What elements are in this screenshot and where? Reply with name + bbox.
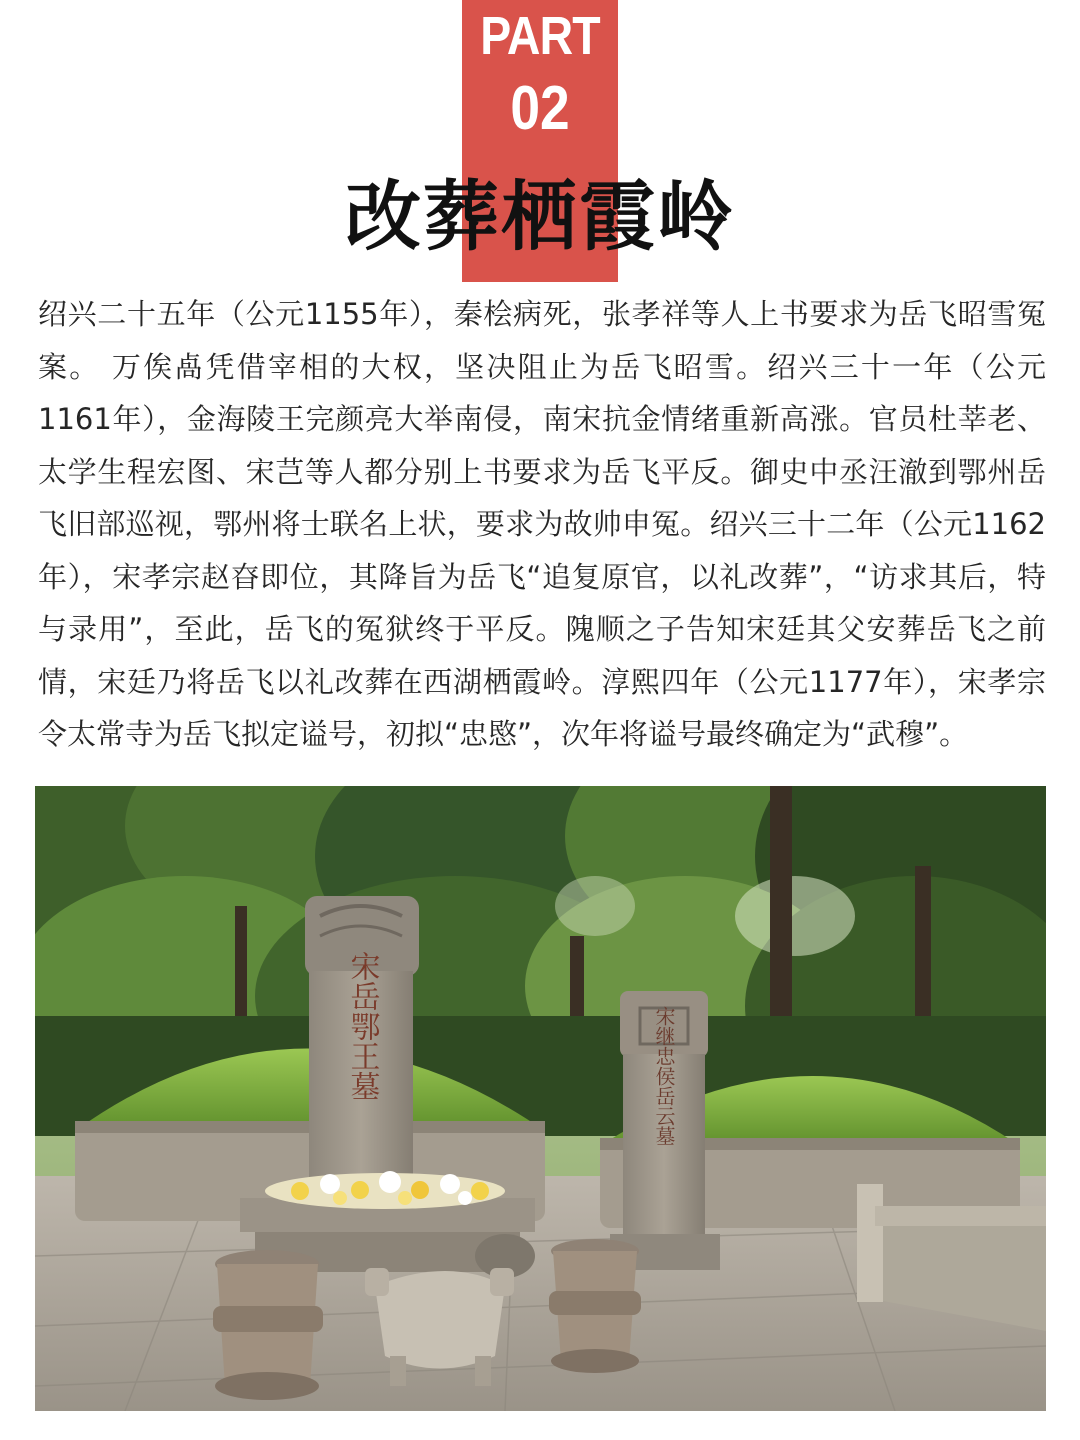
article-paragraph: 绍兴二十五年（公元1155年），秦桧病死，张孝祥等人上书要求为岳飞昭雪冤案。 万俟卨凭借宰相的大权，坚决阻止为岳飞昭雪。绍兴三十一年（公元1161年），金海陵王完颜亮大举南侵，南宋抗金情绪重新高涨。官员杜莘老、太学生程宏图、宋芑等人都分别上书要求为岳飞平反。御史中丞汪澈到鄂州岳飞旧部巡视，鄂州将士联名上状，要求为故帅申冤。绍兴三十二年（公元1162年），宋孝宗赵昚即位，其降旨为岳飞“追复原官，以礼改葬”，“访求其后，特与录用”，至此，岳飞的冤狱终于平反。隗顺之子告知宋廷其父安葬岳飞之前情，宋廷乃将岳飞以礼改葬在西湖栖霞岭。淳熙四年（公元1177年），宋孝宗令太常寺为岳飞拟定谥号，初拟“忠愍”，次年将谥号最终确定为“武穆”。 bbox=[38, 297, 1046, 751]
yue-fei-tomb-photo bbox=[35, 786, 1046, 1411]
section-title: 改葬栖霞岭 bbox=[345, 172, 735, 261]
stone-drum-left bbox=[213, 1250, 323, 1400]
stone-drum-right bbox=[549, 1239, 641, 1373]
left-stele-inscription: 宋岳鄂王墓 bbox=[344, 951, 380, 1101]
tomb-scene-illustration bbox=[35, 786, 1046, 1411]
right-stele-inscription: 宋继忠侯岳云墓 bbox=[652, 1006, 676, 1146]
part-label: PART bbox=[480, 6, 600, 66]
part-number: 02 bbox=[510, 74, 570, 143]
